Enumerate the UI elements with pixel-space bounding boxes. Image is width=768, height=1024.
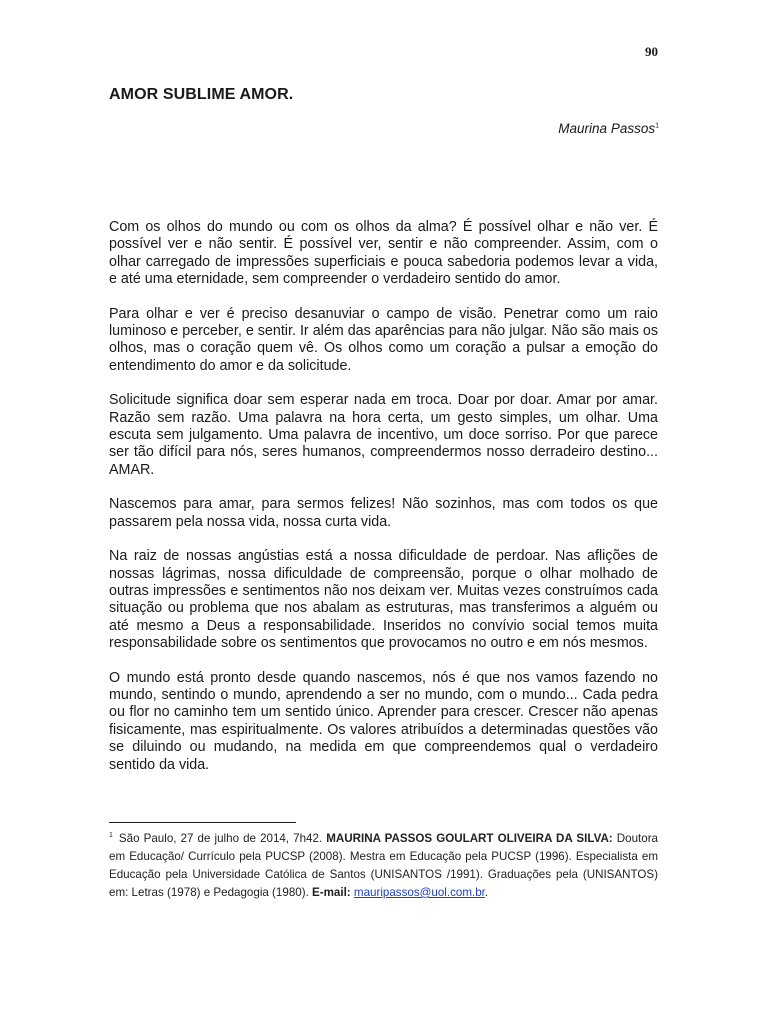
footnote — [109, 827, 658, 902]
paragraph: Solicitude significa doar sem esperar nada em troca. Doar por doar. Amar por amar. Razão sem razão. Uma palavra na hora certa, um gesto simples, um olhar. Uma escuta sem julgamento. Uma palavra de incentivo, um doce sorriso. Por que parece ser tão difícil para nós, seres humanos, compreendermos nosso derradeiro destino... AMAR. — [109, 392, 658, 478]
author-byline — [558, 121, 659, 136]
footnote-text-2: Doutora em Educação/ Currículo pela PUCSP (2008). Mestra em Educação pela PUCSP (1996). Especialista em Educação pela Universidade Católica de Santos (UNISANTOS /1991). Graduações pela (UNISANTOS) em: Letras (1978) e Pedagogia (1980). — [109, 831, 658, 899]
footnote-divider — [109, 822, 296, 823]
paragraph: Com os olhos do mundo ou com os olhos da alma? É possível olhar e não ver. É possível ver e não sentir. É possível ver, sentir e não compreender. Assim, com o olhar carregado de impressões superficiais e pouca sabedoria podemos levar a vida, e até uma eternidade, sem compreender o verdadeiro sentido do amor. — [109, 219, 658, 288]
footnote-text-1: São Paulo, 27 de julho de 2014, 7h42. — [118, 831, 327, 845]
author-footnote-ref[interactable]: 1 — [655, 122, 659, 130]
footnote-email-label: E-mail: — [312, 885, 351, 899]
footnote-author-name: MAURINA PASSOS GOULART OLIVEIRA DA SILVA: — [326, 831, 613, 845]
paragraph: Nascemos para amar, para sermos felizes! Não sozinhos, mas com todos os que passarem pela nossa vida, nossa curta vida. — [109, 496, 658, 530]
article-title: AMOR SUBLIME AMOR. — [109, 86, 294, 103]
article-body — [109, 219, 658, 791]
page-number: 90 — [645, 44, 658, 59]
paragraph: Na raiz de nossas angústias está a nossa dificuldade de perdoar. Nas aflições de nossas lágrimas, nossa dificuldade de compreensão, porque o olhar molhado de outras impressões e sentimentos não nos deixam ver. Muitas vezes construímos cada situação ou problema que nos abalam as estruturas, mas transferimos a alguém ou até mesmo a Deus a responsabilidade. Inseridos no convívio social temos muita responsabilidade sobre os sentimentos que provocamos no outro e em nós mesmos. — [109, 548, 658, 652]
author-name: Maurina Passos — [558, 121, 656, 136]
paragraph: Para olhar e ver é preciso desanuviar o campo de visão. Penetrar como um raio luminoso e perceber, e sentir. Ir além das aparências para não julgar. Não são mais os olhos, mas o coração quem vê. Os olhos como um coração a pulsar a emoção do entendimento do amor e da solicitude. — [109, 305, 658, 374]
footnote-end: . — [484, 885, 489, 899]
paragraph: O mundo está pronto desde quando nascemos, nós é que nos vamos fazendo no mundo, sentindo o mundo, aprendendo a ser no mundo, com o mundo... Cada pedra ou flor no caminho tem um sentido único. Aprender para crescer. Crescer não apenas fisicamente, mas espiritualmente. Os valores atribuídos a determinadas questões vão se diluindo ou mudando, na medida em que compreendemos qual o verdadeiro sentido da vida. — [109, 669, 658, 773]
email-link[interactable]: mauripassos@uol.com.br — [353, 885, 485, 899]
footnote-mark: 1 — [109, 832, 113, 839]
